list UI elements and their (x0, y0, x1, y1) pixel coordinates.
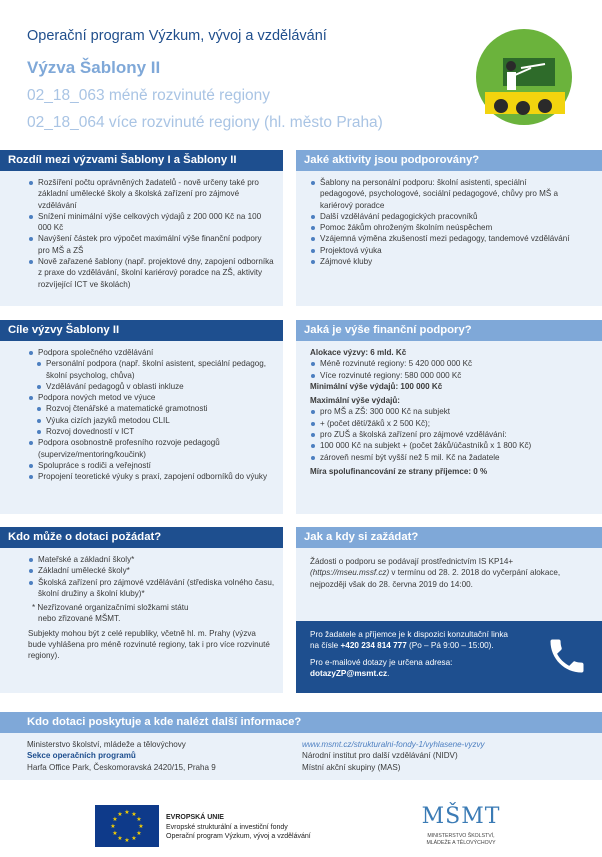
list-item: Další vzdělávání pedagogických pracovníků (310, 211, 572, 222)
eu-text (166, 813, 311, 842)
ministry-name: Ministerstvo školství, mládeže a tělovýchovy (27, 740, 186, 749)
eu-line: Operační program Výzkum, vývoj a vzdělávání (166, 833, 311, 840)
section-body (296, 341, 602, 514)
list-item: Snížení minimální výše celkových výdajů z 200 000 Kč na 100 000 Kč (28, 211, 275, 234)
list-item-cont (310, 440, 594, 451)
list-item: Nově zařazené šablony (např. projektové dny, zapojení odborníka z praxe do vzdělávání, školní kariérový poradce na ZŠ, aktivity rozvíjející ICT ve školách) (28, 256, 275, 290)
sub-list-item: Rozvoj čtenářské a matematické gramotnosti (28, 403, 275, 414)
cofinancing: Míra spolufinancování ze strany příjemce: 0 % (310, 466, 488, 476)
text: na čísle (310, 641, 341, 651)
section-body (296, 548, 602, 621)
phone-icon (545, 634, 589, 678)
msmt-logo (416, 801, 506, 853)
section-body (0, 341, 283, 514)
info-section (0, 712, 602, 780)
text: MLÁDEŽE A TĚLOVÝCHOVY (426, 840, 496, 846)
msmt-caption (416, 833, 506, 847)
svg-text:★: ★ (131, 811, 137, 818)
activities-section (296, 150, 602, 306)
sub-list-item: Vzdělávání pedagogů v oblasti inkluze (28, 381, 275, 392)
nidv-text: Národní institut pro další vzdělávání (NIDV) (302, 751, 458, 761)
list-item: Podpora osobnostně profesního rozvoje pedagogů (supervize/mentoring/koučink) (28, 437, 275, 460)
list-item: Propojení teoretické výuky s praxí, zapojení odborníků do výuky (28, 471, 275, 482)
list-item: Méně rozvinuté regiony: 5 420 000 000 Kč (310, 358, 594, 369)
list-item: Základní umělecké školy* (28, 565, 275, 576)
svg-text:★: ★ (136, 830, 142, 837)
text: 100 000 Kč na subjekt + (počet žáků/účastníků x 1 800 Kč) (320, 441, 532, 451)
section-body (296, 171, 602, 306)
svg-text:★: ★ (117, 835, 123, 842)
list-item: pro MŠ a ZŠ: 300 000 Kč na subjekt (310, 406, 594, 417)
differences-section (0, 150, 283, 306)
list-item: Podpora společného vzdělávání (28, 347, 275, 358)
section-heading: Jaké aktivity jsou podporovány? (296, 150, 602, 171)
list-item: Více rozvinuté regiony: 580 000 000 Kč (310, 370, 594, 381)
section-body (0, 548, 283, 693)
list-item: Spolupráce s rodiči a veřejností (28, 460, 275, 471)
msmt-link[interactable]: www.msmt.cz/strukturalni-fondy-1/vyhlasene-vyzvy (302, 740, 485, 749)
section-heading: Kdo může o dotaci požádat? (0, 527, 283, 548)
list-item: Navýšení částek pro výpočet maximální výše finanční podpory pro MŠ a ZŠ (28, 233, 275, 256)
program-title: Operační program Výzkum, vývoj a vzdělávání (27, 28, 327, 44)
sub-list-item: Rozvoj dovedností v ICT (28, 426, 275, 437)
apply-text: Žádosti o podporu se podávají prostřednictvím IS KP14+ (310, 557, 514, 566)
svg-text:★: ★ (136, 816, 142, 823)
funding-section (296, 320, 602, 514)
list-item: Rozšíření počtu oprávněných žadatelů - nově určeny také pro základní umělecké školy a školská zařízení pro zájmové vzdělávání (28, 177, 275, 211)
list-item: Mateřské a základní školy* (28, 554, 275, 565)
section-name: Sekce operačních programů (27, 751, 136, 761)
eu-line: EVROPSKÁ UNIE (166, 814, 224, 821)
teacher-illustration-icon (475, 28, 573, 126)
contact-panel (296, 621, 602, 693)
kp14-link[interactable]: (https://mseu.mssf.cz) (310, 568, 390, 578)
section-heading: Cíle výzvy Šablony II (0, 320, 283, 341)
contact-line: Pro žadatele a příjemce je k dispozici konzultační linka (310, 630, 508, 639)
sub-list-item: Výuka cizích jazyků metodou CLIL (28, 415, 275, 426)
address: Harfa Office Park, Českomoravská 2420/15, Praha 9 (27, 762, 216, 772)
min-expenses: Minimální výše výdajů: 100 000 Kč (310, 381, 443, 391)
svg-text:★: ★ (117, 811, 123, 818)
list-item: Projektová výuka (310, 245, 572, 256)
section-heading: Rozdíl mezi výzvami Šablony I a Šablony II (0, 150, 283, 171)
email-link[interactable]: dotazyZP@msmt.cz (310, 669, 388, 679)
text: (Po – Pá 9:00 – 15:00). (406, 641, 494, 651)
how-to-apply-section (296, 527, 602, 621)
list-item: Zájmové kluby (310, 256, 572, 267)
list-item: Školská zařízení pro zájmové vzdělávání (střediska volného času, školní družiny a školní kluby)* (28, 577, 275, 600)
list-item: Vzájemná výměna zkušeností mezi pedagogy, tandemové vzdělávání (310, 233, 572, 244)
list-item: Podpora nových metod ve výuce (28, 392, 275, 403)
section-heading: Jak a kdy si zažádat? (296, 527, 602, 548)
eligibility-paragraph: Subjekty mohou být z celé republiky, včetně hl. m. Prahy (výzva bude vyhlášena pro méně rozvinuté regiony, tak i pro více rozvinuté regiony). (28, 628, 270, 661)
svg-text:★: ★ (124, 837, 130, 844)
call-name: Výzva Šablony II (27, 58, 161, 77)
section-heading: Jaká je výše finanční podpory? (296, 320, 602, 341)
msmt-logo-mark: MŠMT (421, 804, 501, 829)
footer (0, 783, 602, 857)
max-expenses: Maximální výše výdajů: (310, 396, 400, 406)
svg-text:★: ★ (112, 816, 118, 823)
svg-text:★: ★ (110, 823, 116, 830)
eu-flag-icon (95, 805, 159, 847)
list-item: Pomoc žákům ohroženým školním neúspěchem (310, 222, 572, 233)
provider-column (27, 739, 216, 773)
svg-text:★: ★ (138, 823, 144, 830)
list-item: zároveň nesmí být vyšší než 5 mil. Kč na žadatele (310, 452, 594, 463)
text: . (387, 669, 390, 679)
svg-text:★: ★ (124, 809, 130, 816)
text: + (počet dětí/žáků x 2 500 Kč); (320, 418, 431, 428)
apply-text-cont: v termínu od 28. 2. 2018 do vyčerpání alokace, nejpozději však do 28. června 2019 do 14:00. (310, 568, 561, 589)
sub-list-item: Personální podpora (např. školní asistent, speciální pedagog, školní psycholog, chůva) (28, 358, 275, 381)
contact-line: Pro e-mailové dotazy je určena adresa: (310, 657, 453, 667)
list-item: pro ZUŠ a školská zařízení pro zájmové vzdělávání: (310, 429, 594, 440)
list-item-cont (310, 418, 594, 429)
call-number-a: 02_18_063 méně rozvinuté regiony (27, 87, 271, 104)
section-body (0, 171, 283, 306)
footnote-line: * Nezřizované organizačními složkami státu (32, 603, 189, 613)
links-column (302, 739, 485, 773)
list-item: Šablony na personální podporu: školní asistenti, speciální pedagogové, psychologové, sociální pedagogové, chůvy pro MŠ a kariérový poradce (310, 177, 572, 211)
svg-text:★: ★ (112, 830, 118, 837)
text: MINISTERSTVO ŠKOLSTVÍ, (427, 833, 495, 839)
section-heading: Kdo dotaci poskytuje a kde nalézt další informace? (0, 712, 602, 733)
allocation-label: Alokace výzvy: 6 mld. Kč (310, 348, 407, 357)
call-number-b: 02_18_064 více rozvinuté regiony (hl. město Praha) (27, 114, 383, 131)
goals-section (0, 320, 283, 514)
mas-text: Místní akční skupiny (MAS) (302, 762, 401, 772)
phone-number[interactable]: +420 234 814 777 (340, 641, 407, 651)
eligibility-section (0, 527, 283, 693)
footnote-line: nebo zřizované MŠMT. (38, 614, 121, 624)
eu-line: Evropské strukturální a investiční fondy (166, 823, 288, 831)
svg-text:★: ★ (131, 835, 137, 842)
